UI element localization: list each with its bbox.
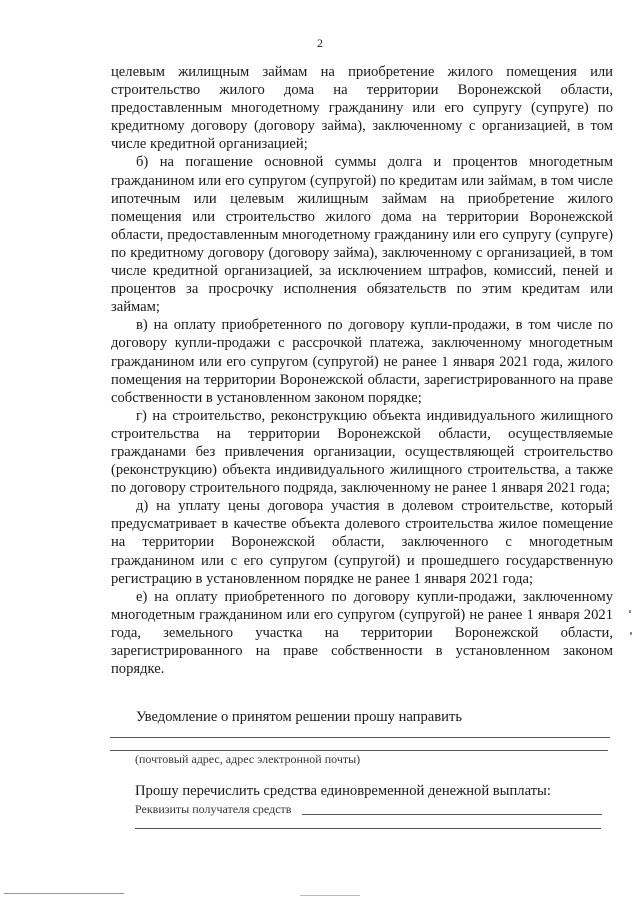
payout-request: Прошу перечислить средства единовременной денежной выплаты: [135, 783, 551, 799]
page-number: 2 [317, 36, 323, 50]
address-line-2 [110, 750, 608, 751]
recipient-details-label: Реквизиты получателя средств [135, 802, 292, 816]
recipient-details-line-2 [135, 828, 601, 829]
address-line-1 [110, 737, 610, 738]
scan-artifact-line [4, 893, 124, 894]
recipient-details-line-1 [302, 814, 602, 815]
document-body [111, 63, 613, 678]
paragraph-v: в) на оплату приобретенного по договору купли-продажи, в том числе по договору купли-продажи с рассрочкой платежа, заключенному многодетным гражданином или его супругом (супругой) не ранее 1 января 2021 года, жилого помещения на территории Воронежской области, зарегистрированного на праве собственности в установленном законом порядке; [111, 317, 613, 406]
paragraph-e: е) на оплату приобретенного по договору купли-продажи, заключенному многодетным гражданином или его супругом (супругой) не ранее 1 января 2021 года, земельного участка на территории Воронежской области, зарегистрированного на праве собственности в установленном законом порядке. [111, 588, 613, 678]
paragraph-d: д) на уплату цены договора участия в долевом строительстве, который предусматривает в качестве объекта долевого строительства жилое помещение на территории Воронежской области, заключенного с многодетным гражданином или с его супругом (супругой) и прошедшего государственную регистрацию в установленном порядке не ранее 1 января 2021 года; [111, 498, 613, 587]
scan-artifact-line [300, 895, 360, 896]
address-caption: (почтовый адрес, адрес электронной почты) [135, 752, 361, 766]
paragraph-b: б) на погашение основной суммы долга и процентов многодетным гражданином или его супругом (супругой) по кредитам или займам, в том числе ипотечным или целевым жилищным займам на приобретение жилого помещения или строительство жилого дома на территории Воронежской области, предоставленным многодетному гражданину или его супругу (супруге) по кредитному договору (договору займа), заключенному с организацией, в том числе кредитной организацией, за исключением штрафов, комиссий, пеней и процентов за просрочку исполнения обязательств по этим кредитам или займам; [111, 154, 613, 316]
paragraph-continuation: целевым жилищным займам на приобретение жилого помещения или строительство жилого дома на территории Воронежской области, предоставленным многодетному гражданину или его супругу (супруге) по кредитному договору (договору займа), заключенному с организацией, в том числе кредитной организацией; [111, 64, 613, 153]
scan-speck [629, 610, 631, 613]
scan-speck [630, 632, 632, 635]
paragraph-g: г) на строительство, реконструкцию объекта индивидуального жилищного строительства на территории Воронежской области, осуществляемые гражданами без привлечения организации, осуществляющей строительство (реконструкцию) объекта индивидуального жилищного строительства, а также по договору строительного подряда, заключенному не ранее 1 января 2021 года; [111, 407, 613, 497]
notification-request: Уведомление о принятом решении прошу направить [136, 709, 462, 725]
